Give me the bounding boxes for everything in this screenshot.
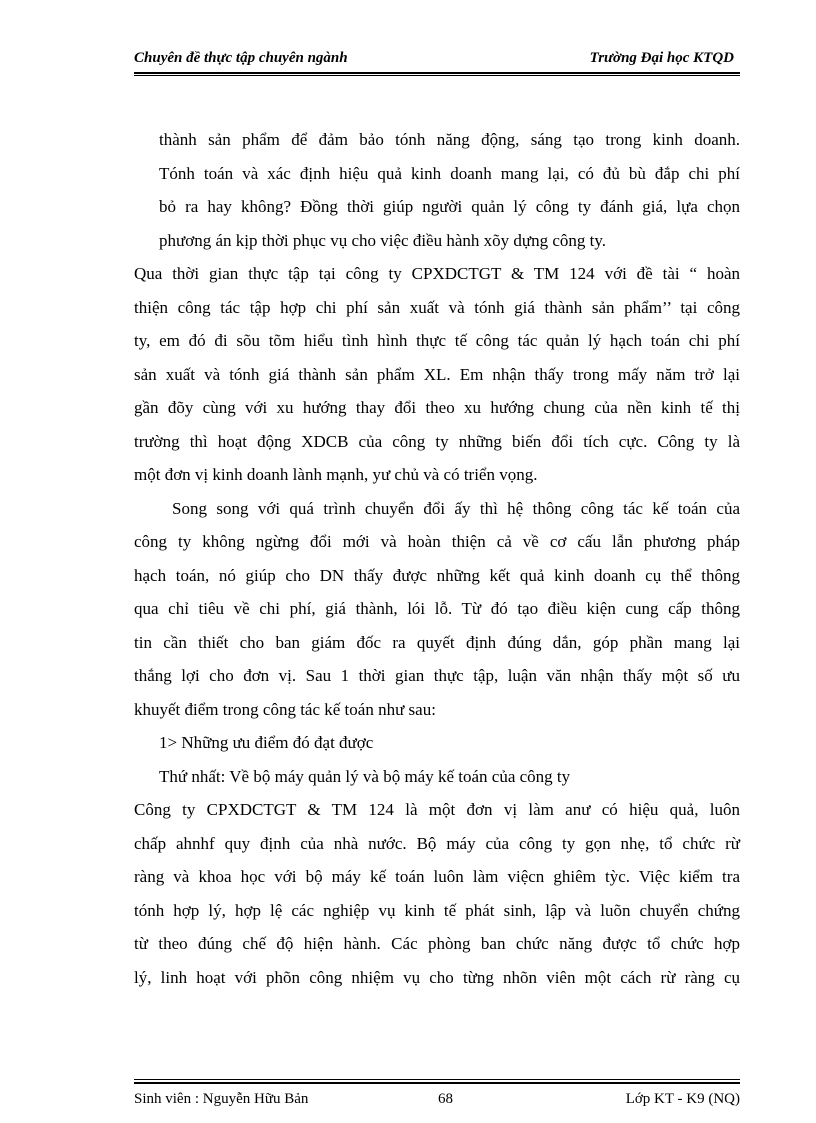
text-line: sản xuất và tónh giá thành sản phẩm XL. Em nhận thấy trong mấy năm trở lại xyxy=(134,365,740,384)
text-line: Công ty CPXDCTGT & TM 124 là một đơn vị làm anư có hiệu quả, luôn xyxy=(134,800,740,819)
text-line: khuyết điểm trong công tác kế toán như sau: xyxy=(134,700,436,719)
footer-rule xyxy=(134,1082,740,1084)
text-line: qua chỉ tiêu về chi phí, giá thành, lói lỗ. Từ đó tạo điều kiện cung cấp thông xyxy=(134,599,740,618)
text-line: tin cần thiết cho ban giám đốc ra quyết định đúng dắn, góp phần mang lại xyxy=(134,633,740,652)
text-line: thành sản phẩm để đảm bảo tónh năng động, sáng tạo trong kinh doanh. xyxy=(159,130,740,149)
header-school: Trường Đại học KTQD xyxy=(589,50,734,66)
section-heading: 1> Những ưu điểm đó đạt được xyxy=(159,733,374,752)
text-line: Tónh toán và xác định hiệu quả kinh doanh mang lại, có đủ bù đắp chi phí xyxy=(159,164,740,183)
page-footer xyxy=(134,1091,740,1111)
page-number: 68 xyxy=(438,1091,453,1107)
header-rule-thin xyxy=(134,75,740,76)
text-line: lý, linh hoạt với phõn công nhiệm vụ cho từng nhõn viên một cách rừ ràng cụ xyxy=(134,968,740,987)
text-line: từ theo đúng chế độ hiện hành. Các phòng ban chức năng được tổ chức hợp xyxy=(134,934,740,953)
text-line: Song song với quá trình chuyển đổi ấy thì hệ thông công tác kế toán của xyxy=(172,499,740,518)
text-line: thắng lợi cho đơn vị. Sau 1 thời gian thực tập, luận văn nhận thấy một số ưu xyxy=(134,666,740,685)
footer-rule-thin xyxy=(134,1079,740,1080)
text-line: gần đõy cùng với xu hướng thay đổi theo xu hướng chung của nền kinh tế thị xyxy=(134,398,740,417)
text-line: hạch toán, nó giúp cho DN thấy được những kết quả kinh doanh cụ thể thông xyxy=(134,566,740,585)
header-title: Chuyên đề thực tập chuyên ngành xyxy=(134,50,348,66)
page-header xyxy=(134,50,734,70)
text-line: trường thì hoạt động XDCB của công ty những biến đổi tích cực. Công ty là xyxy=(134,432,740,451)
text-line: thiện công tác tập hợp chi phí sản xuất và tónh giá thành sản phẩm’’ tại công xyxy=(134,298,740,317)
footer-class: Lớp KT - K9 (NQ) xyxy=(625,1091,740,1107)
text-line: một đơn vị kinh doanh lành mạnh, yư chủ và có triển vọng. xyxy=(134,465,538,484)
text-line: Qua thời gian thực tập tại công ty CPXDCTGT & TM 124 với đề tài “ hoàn xyxy=(134,264,740,283)
footer-student: Sinh viên : Nguyễn Hữu Bản xyxy=(134,1091,309,1107)
subsection-heading: Thứ nhất: Về bộ máy quản lý và bộ máy kế toán của công ty xyxy=(159,767,571,786)
header-rule xyxy=(134,72,740,74)
text-line: phương án kịp thời phục vụ cho việc điều hành xõy dựng công ty. xyxy=(159,231,607,250)
text-line: ràng và khoa học với bộ máy kế toán luôn làm việcn ghiêm tỳc. Việc kiểm tra xyxy=(134,867,740,886)
text-line: công ty không ngừng đổi mới và hoàn thiện cả về cơ cấu lẫn phương pháp xyxy=(134,532,740,551)
text-line: tónh hợp lý, hợp lệ các nghiệp vụ kinh tế phát sinh, lập và luõn chuyển chứng xyxy=(134,901,740,920)
text-line: chấp ahnhf quy định của nhà nước. Bộ máy của công ty gọn nhẹ, tổ chức rừ xyxy=(134,834,740,853)
text-line: ty, em đó đi sõu tõm hiểu tình hình thực tế công tác quản lý hạch toán chi phí xyxy=(134,331,740,350)
text-line: bỏ ra hay không? Đồng thời giúp người quản lý công ty đánh giá, lựa chọn xyxy=(159,197,740,216)
